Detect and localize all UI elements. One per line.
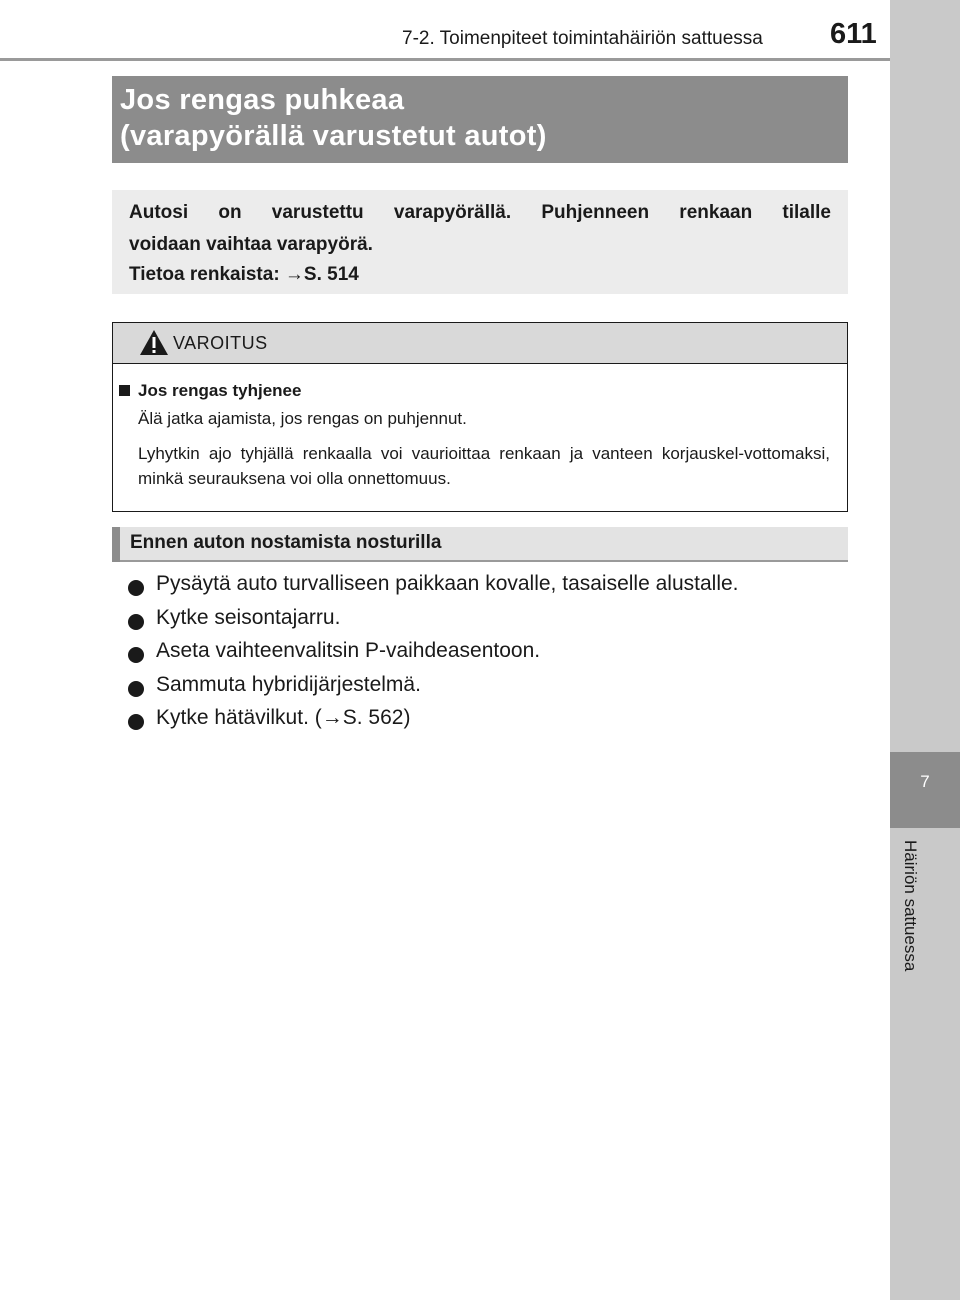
- chapter-number: 7: [920, 772, 930, 791]
- section-heading: [112, 527, 848, 562]
- page-number: 611: [830, 18, 877, 50]
- bullet-dot-icon: [128, 614, 144, 630]
- warning-square-icon: [119, 385, 130, 396]
- section-title: Ennen auton nostamista nosturilla: [130, 532, 442, 553]
- warning-heading: Jos rengas tyhjenee: [138, 381, 302, 400]
- header-section-title: 7-2. Toimenpiteet toimintahäiriön sattuessa: [402, 28, 763, 49]
- intro-line-2: voidaan vaihtaa varapyörä.: [129, 234, 373, 255]
- warning-paragraph-1: Älä jatka ajamista, jos rengas on puhjennut.: [138, 409, 467, 428]
- page-title-line-2: (varapyörällä varustetut autot): [120, 120, 547, 152]
- list-item-text: Sammuta hybridijärjestelmä.: [156, 673, 421, 696]
- warning-triangle-icon: [139, 329, 169, 356]
- side-tab: [890, 0, 960, 1300]
- intro-line-1: Autosi on varustettu varapyörällä. Puhjenneen renkaan tilalle: [129, 202, 831, 223]
- chapter-tab: [890, 752, 960, 828]
- section-heading-bar: [112, 527, 120, 562]
- list-item-text: Pysäytä auto turvalliseen paikkaan kovalle, tasaiselle alustalle.: [156, 572, 739, 595]
- page-title-line-1: Jos rengas puhkeaa: [120, 84, 405, 116]
- chapter-label: Häiriön sattuessa: [901, 840, 920, 972]
- bullet-dot-icon: [128, 714, 144, 730]
- page-title-box: [112, 76, 848, 163]
- header-rule: [0, 58, 890, 61]
- intro-box: [112, 190, 848, 294]
- bullet-dot-icon: [128, 580, 144, 596]
- list-item-text: Kytke seisontajarru.: [156, 606, 341, 629]
- warning-paragraph-2: Lyhytkin ajo tyhjällä renkaalla voi vaurioittaa renkaan ja vanteen korjauskel-vottomaksi, minkä seurauksena voi olla onnettomuus.: [138, 444, 830, 488]
- warning-label: VAROITUS: [173, 333, 268, 353]
- warning-box: [112, 322, 848, 512]
- list-item-text: Kytke hätävilkut. (→S. 562): [156, 706, 411, 729]
- bullet-dot-icon: [128, 681, 144, 697]
- list-item-text: Aseta vaihteenvalitsin P-vaihdeasentoon.: [156, 639, 541, 662]
- bullet-dot-icon: [128, 647, 144, 663]
- intro-line-3: Tietoa renkaista: →S. 514: [129, 264, 359, 285]
- warning-header: [113, 323, 847, 364]
